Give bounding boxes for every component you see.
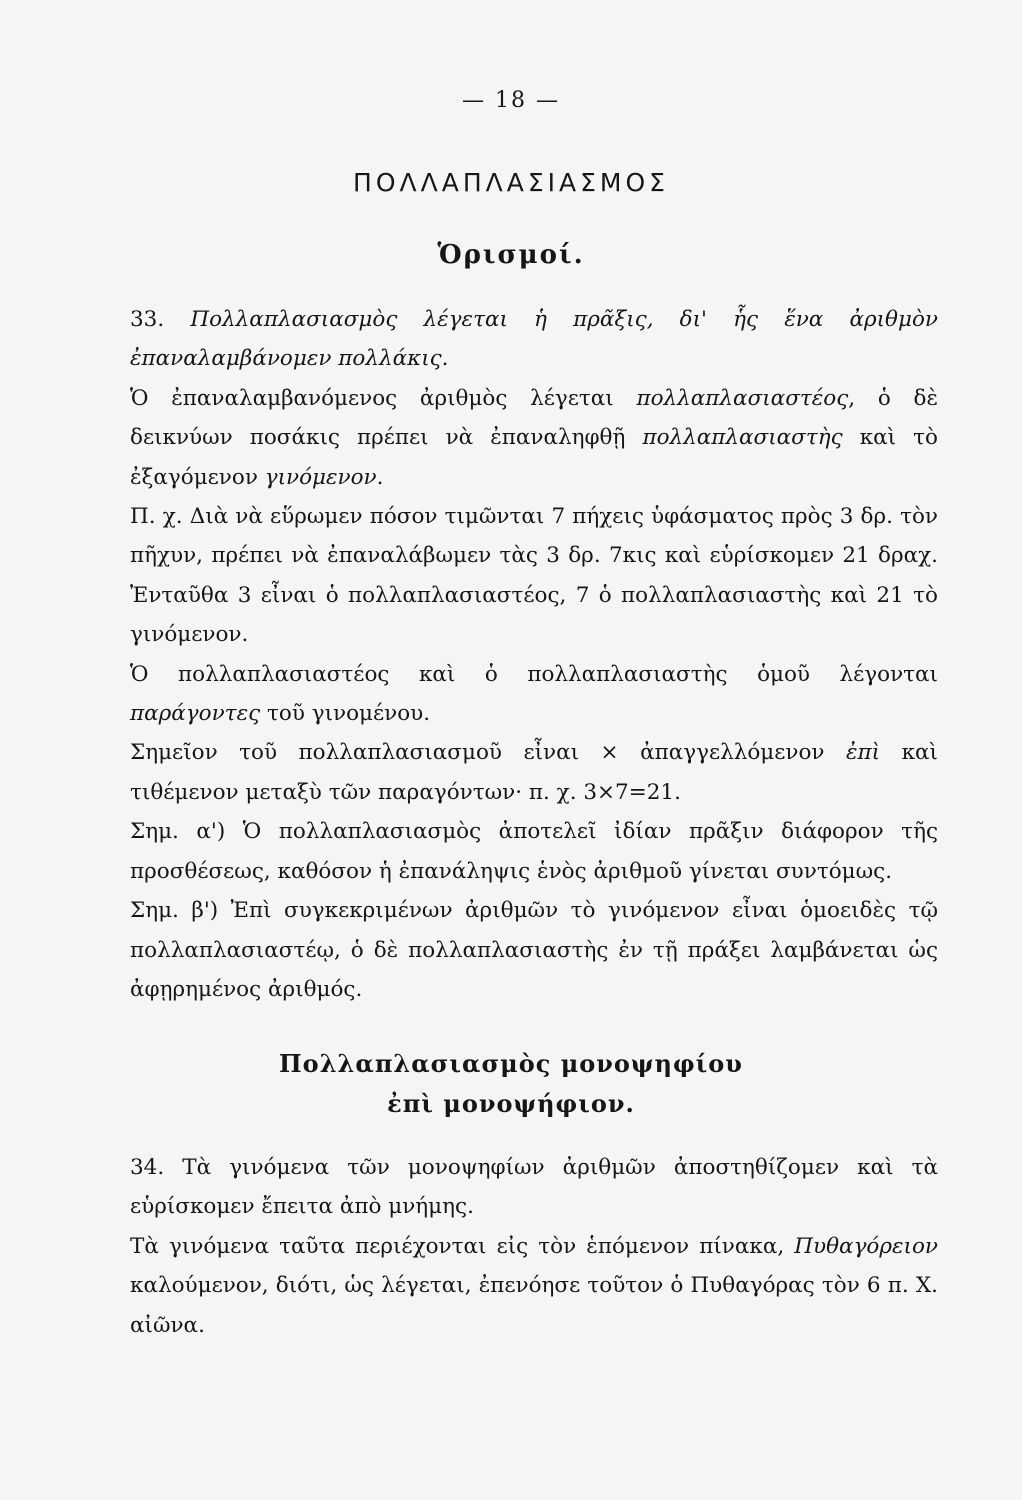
sub-heading-line-2: ἐπὶ μονοψήφιον. bbox=[387, 1089, 635, 1118]
definition-text: Πολλαπλασιασμὸς λέγεται ἡ πρᾶξις, δι' ἧς ἕνα ἀριθμὸν ἐπαναλαμβάνομεν πολλάκις. bbox=[130, 307, 938, 372]
text-run: , ὁ δὲ δεικνύων ποσάκις πρέπει νὰ ἐπαναληφθῇ bbox=[130, 385, 938, 451]
term-product: γινόμενον. bbox=[264, 464, 384, 490]
text-run: Τὰ γινόμενα ταῦτα περιέχονται εἰς τὸν ἑπόμενον πίνακα, bbox=[130, 1233, 795, 1259]
section-heading-definitions: Ὁρισμοί. bbox=[437, 240, 585, 270]
sub-heading-single-digit bbox=[0, 1044, 1022, 1124]
term-pythagorean: Πυθαγόρειον bbox=[794, 1233, 938, 1259]
text-run: Σημεῖον τοῦ πολλαπλασιασμοῦ εἶναι × ἀπαγγελλόμενον bbox=[130, 740, 846, 766]
paragraph-number: 33. bbox=[130, 307, 165, 332]
note-beta: Σημ. β') Ἐπὶ συγκεκριμένων ἀριθμῶν τὸ γινόμενον εἶναι ὁμοειδὲς τῷ πολλαπλασιαστέῳ, ὁ δὲ πολλαπλασιαστὴς ἐν τῇ πράξει λαμβάνεται ὡς ἀφῃρημένος ἀριθμός. bbox=[130, 898, 938, 1002]
term-multiplier: πολλαπλασιαστὴς bbox=[642, 425, 843, 451]
text-run: καὶ τὸ ἐξαγόμενον bbox=[130, 425, 938, 490]
text-run: Ὁ ἐπαναλαμβανόμενος ἀριθμὸς λέγεται bbox=[130, 385, 637, 411]
term-factors: παράγοντες bbox=[130, 701, 261, 727]
sub-heading-line-1: Πολλαπλασιασμὸς μονοψηφίου bbox=[279, 1049, 743, 1078]
text-run: καλούμενον, διότι, ὡς λέγεται, ἐπενόησε τοῦτον ὁ Πυθαγόρας τὸν 6 π. Χ. αἰῶνα. bbox=[130, 1273, 938, 1338]
page-number: — 18 — bbox=[462, 88, 560, 113]
single-digit-body bbox=[130, 1148, 938, 1345]
text-run: τοῦ γινομένου. bbox=[260, 701, 431, 727]
paragraph-example: Π. χ. Διὰ νὰ εὕρωμεν πόσον τιμῶνται 7 πήχεις ὑφάσματος πρὸς 3 δρ. τὸν πῆχυν, πρέπει νὰ ἐπαναλάβωμεν τὰς 3 δρ. 7κις καὶ εὑρίσκομεν 21 δραχ. Ἐνταῦθα 3 εἶναι ὁ πολλαπλασιαστέος, 7 ὁ πολλαπλασιαστὴς καὶ 21 τὸ γινόμενον. bbox=[130, 504, 938, 648]
paragraph-pythagorean bbox=[130, 1227, 938, 1345]
note-alpha: Σημ. α') Ὁ πολλαπλασιασμὸς ἀποτελεῖ ἰδίαν πρᾶξιν διάφορον τῆς προσθέσεως, καθόσον ἡ ἐπανάληψις ἑνὸς ἀριθμοῦ γίνεται συντόμως. bbox=[130, 819, 938, 884]
term-epi: ἐπὶ bbox=[845, 740, 881, 766]
text-run: καὶ τιθέμενον μεταξὺ τῶν παραγόντων· π. χ. 3×7=21. bbox=[130, 740, 938, 805]
paragraph-33 bbox=[130, 300, 938, 379]
chapter-title: ΠΟΛΛΑΠΛΑΣΙΑΣΜΟΣ bbox=[353, 168, 669, 197]
paragraph-34: 34. Τὰ γινόμενα τῶν μονοψηφίων ἀριθμῶν ἀποστηθίζομεν καὶ τὰ εὑρίσκομεν ἔπειτα ἀπὸ μνήμης. bbox=[130, 1155, 938, 1220]
paragraph-sign bbox=[130, 733, 938, 812]
term-multiplicand: πολλαπλασιαστέος bbox=[636, 385, 849, 411]
text-run: Ὁ πολλαπλασιαστέος καὶ ὁ πολλαπλασιαστὴς ὁμοῦ λέγονται bbox=[130, 661, 938, 687]
definitions-body bbox=[130, 300, 938, 1009]
paragraph-factors bbox=[130, 655, 938, 734]
paragraph-multiplicand bbox=[130, 379, 938, 497]
